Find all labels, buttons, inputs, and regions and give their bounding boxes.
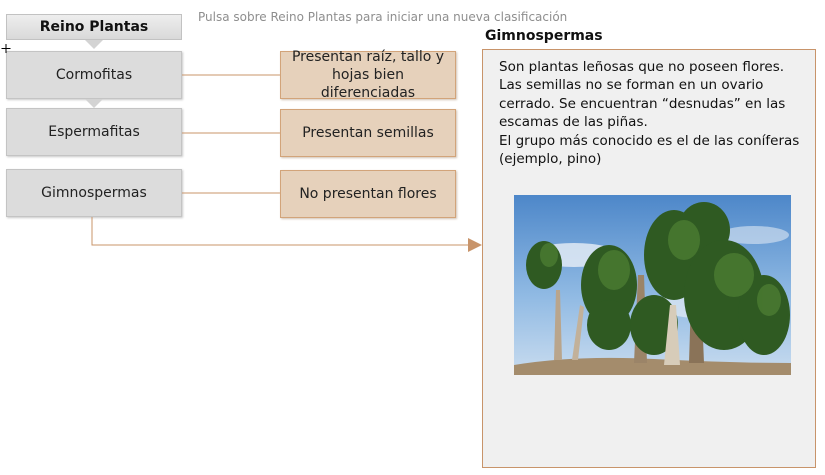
node-gimnospermas[interactable]: Gimnospermas (6, 169, 182, 217)
panel-title: Gimnospermas (485, 28, 603, 44)
trait-espermafitas: Presentan semillas (280, 109, 456, 157)
panel-paragraph-1: Son plantas leñosas que no poseen flores. Las semillas no se forman en un ovario cerrado. Se encuentran “desnudas” en las escamas de las piñas. (499, 59, 786, 131)
crosshair-cursor-icon (2, 44, 11, 53)
instruction-hint: Pulsa sobre Reino Plantas para iniciar una nueva clasificación (198, 10, 568, 24)
panel-paragraph-2: El grupo más conocido es el de las coníferas (ejemplo, pino) (499, 132, 800, 168)
panel-description (499, 58, 804, 168)
trait-gimnospermas: No presentan flores (280, 170, 456, 218)
reino-plantas-button[interactable]: Reino Plantas (6, 14, 182, 40)
info-panel (482, 49, 816, 468)
conifer-photo (514, 195, 791, 375)
connector-to-panel (92, 217, 470, 245)
arrowhead-icon (468, 238, 482, 252)
trait-cormofitas: Presentan raíz, tallo y hojas bien diferenciadas (280, 51, 456, 99)
node-espermafitas[interactable]: Espermafitas (6, 108, 182, 156)
node-cormofitas[interactable]: Cormofitas (6, 51, 182, 99)
